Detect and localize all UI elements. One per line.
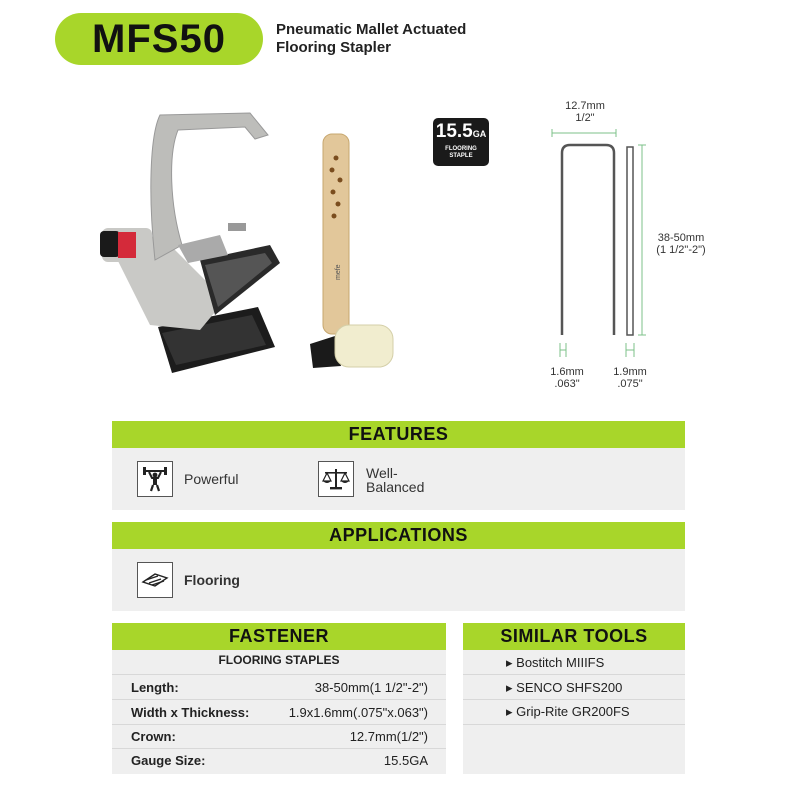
applications-title: APPLICATIONS <box>329 525 468 545</box>
feature-label-well-balanced <box>366 466 424 494</box>
similar-tools-title: SIMILAR TOOLS <box>500 626 648 646</box>
model-name: MFS50 <box>92 16 226 61</box>
similar-tool-item <box>506 655 604 671</box>
subtitle-line-2: Flooring Stapler <box>276 39 392 56</box>
product-subtitle <box>276 21 466 57</box>
similar-tool-item <box>506 704 630 720</box>
flooring-planks-icon <box>137 562 173 598</box>
length-in: (1 1/2"-2") <box>656 244 706 256</box>
flooring-stapler-image <box>90 95 290 380</box>
mallet-brand: mefe <box>335 264 342 280</box>
crown-dimension <box>555 100 615 124</box>
features-title: FEATURES <box>348 424 449 444</box>
gauge-line-1: FLOORING <box>445 146 477 152</box>
length-dimension <box>646 232 716 256</box>
width-dimension <box>606 366 654 390</box>
similar-tool-label: Bostitch MIIIFS <box>516 655 605 670</box>
spec-label-gauge-size: Gauge Size: <box>131 753 206 768</box>
fastener-divider <box>112 748 446 749</box>
mallet-image <box>305 128 400 378</box>
fastener-divider <box>112 699 446 700</box>
model-pill <box>55 13 263 65</box>
thickness-mm: 1.6mm <box>550 366 584 378</box>
spec-label-length: Length: <box>131 680 179 695</box>
spec-label-width-thickness: Width x Thickness: <box>131 705 250 720</box>
feature-label-powerful: Powerful <box>184 471 239 487</box>
tools-divider <box>463 699 685 700</box>
bullet-icon: ▸ <box>506 655 513 670</box>
spec-value-gauge-size: 15.5GA <box>383 753 428 768</box>
length-mm: 38-50mm <box>657 232 705 244</box>
bullet-icon: ▸ <box>506 704 513 719</box>
spec-value-width-thickness: 1.9x1.6mm(.075"x.063") <box>288 705 428 720</box>
spec-label-crown: Crown: <box>131 729 176 744</box>
feature-label-line-1: Well- <box>366 465 398 481</box>
gauge-unit: GA <box>472 129 487 139</box>
fastener-title: FASTENER <box>228 626 329 646</box>
feature-label-line-2: Balanced <box>366 479 425 495</box>
fastener-header <box>112 623 446 650</box>
gauge-value: 15.5 <box>435 121 473 142</box>
features-header <box>112 421 685 448</box>
bullet-icon: ▸ <box>506 680 513 695</box>
fastener-divider <box>112 724 446 725</box>
gauge-badge <box>433 118 489 166</box>
fastener-divider <box>112 674 446 675</box>
width-mm: 1.9mm <box>613 366 647 378</box>
spec-value-crown: 12.7mm(1/2") <box>349 729 428 744</box>
fastener-subtitle: FLOORING STAPLES <box>218 653 340 667</box>
similar-tools-header <box>463 623 685 650</box>
thickness-in: .063" <box>554 378 580 390</box>
crown-in: 1/2" <box>575 112 595 124</box>
similar-tool-label: SENCO SHFS200 <box>516 680 623 695</box>
application-label-flooring: Flooring <box>184 572 240 588</box>
thickness-dimension <box>543 366 591 390</box>
gauge-number <box>433 118 489 146</box>
similar-tool-label: Grip-Rite GR200FS <box>516 704 630 719</box>
gauge-line-2: STAPLE <box>449 153 473 159</box>
applications-header <box>112 522 685 549</box>
similar-tool-item <box>506 680 622 696</box>
balance-scale-icon <box>318 461 354 497</box>
subtitle-line-1: Pneumatic Mallet Actuated <box>276 21 467 38</box>
tools-divider <box>463 674 685 675</box>
spec-value-length: 38-50mm(1 1/2"-2") <box>314 680 428 695</box>
crown-mm: 12.7mm <box>565 100 605 112</box>
weightlifter-icon <box>137 461 173 497</box>
tools-divider <box>463 724 685 725</box>
width-in: .075" <box>617 378 643 390</box>
